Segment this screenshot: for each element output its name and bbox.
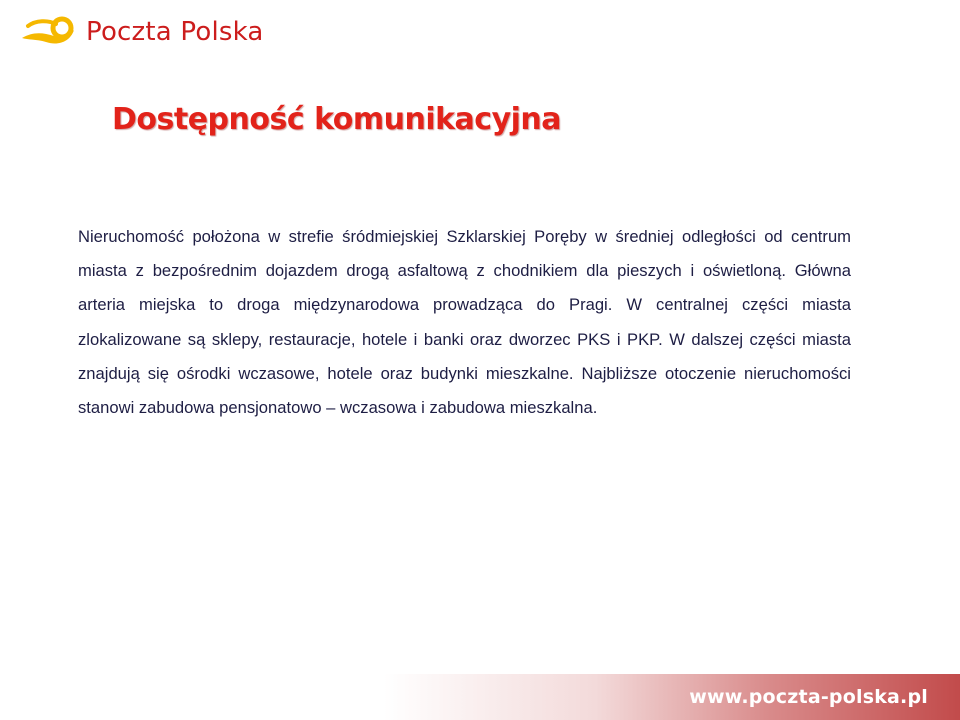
logo-wordmark: Poczta Polska	[86, 17, 264, 47]
footer-bar	[0, 674, 960, 720]
poczta-polska-logo	[18, 10, 264, 54]
slide-body-text: Nieruchomość położona w strefie śródmiejskiej Szklarskiej Poręby w średniej odległości od centrum miasta z bezpośrednim dojazdem drogą asfaltową z chodnikiem dla pieszych i oświetloną. Główna arteria miejska to droga międzynarodowa prowadząca do Pragi. W centralnej części miasta zlokalizowane są sklepy, restauracje, hotele i banki oraz dworzec PKS i PKP. W dalszej części miasta znajdują się ośrodki wczasowe, hotele oraz budynki mieszkalne. Najbliższe otoczenie nieruchomości stanowi zabudowa pensjonatowo – wczasowa i zabudowa mieszkalna.	[78, 227, 851, 418]
footer-url: www.poczta-polska.pl	[689, 686, 928, 708]
slide-title: Dostępność komunikacyjna	[112, 102, 562, 137]
posthorn-icon	[18, 12, 78, 52]
